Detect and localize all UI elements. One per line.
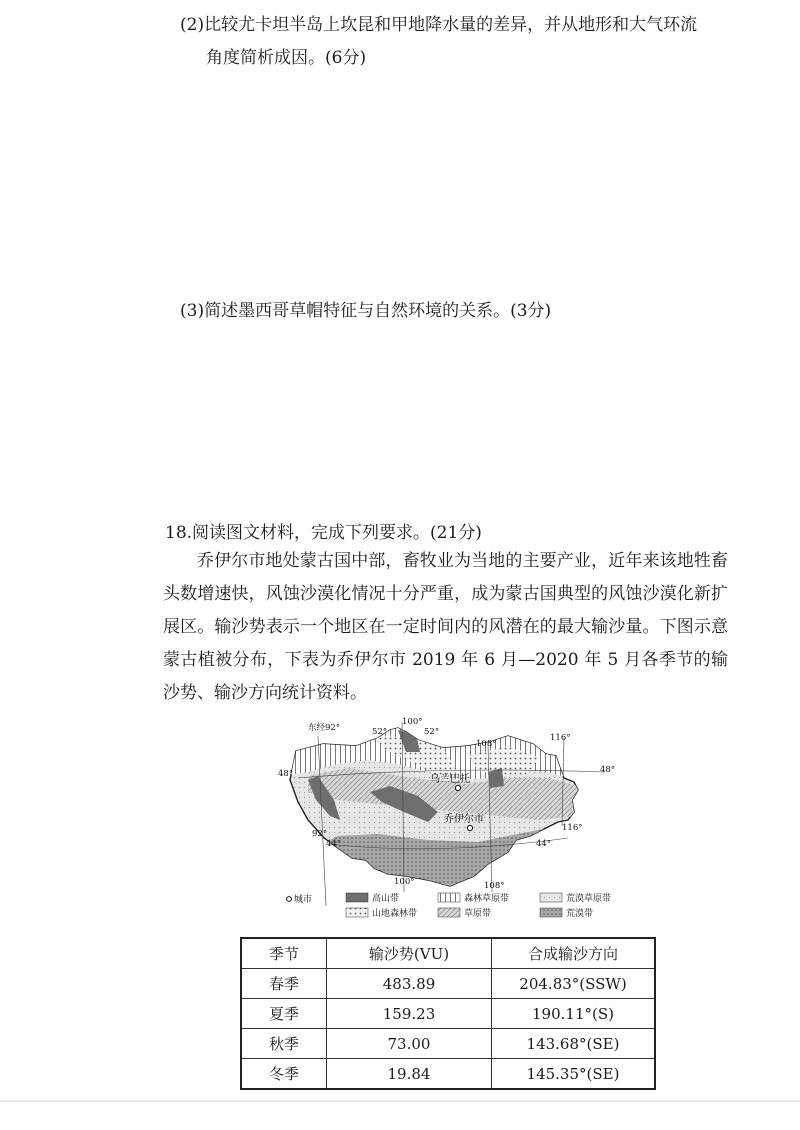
cell-dp: 159.23 <box>327 999 492 1029</box>
question-2-line2: 角度简析成因。(6分) <box>206 48 367 68</box>
question-18-paragraph: 乔伊尔市地处蒙古国中部，畜牧业为当地的主要产业，近年来该地牲畜头数增速快，风蚀沙漠化情况十分严重，成为蒙古国典型的风蚀沙漠化新扩展区。输沙势表示一个地区在一定时间内的风潜在的最大输沙量。下图示意蒙古植被分布，下表为乔伊尔市 2019 年 6 月—2020 年 5 月各季节的输沙势、输沙方向统计资料。 <box>163 551 728 703</box>
label-left48: 48° <box>278 769 294 779</box>
legend-desert: 荒漠带 <box>566 909 594 919</box>
legend-swatch-steppe <box>438 908 460 917</box>
label-top52-right: 52° <box>424 727 440 737</box>
legend-steppe: 草原带 <box>464 909 492 919</box>
label-top108: 108° <box>476 739 497 749</box>
table-header-row <box>241 938 655 969</box>
label-right116: 116° <box>562 823 583 833</box>
cell-season: 秋季 <box>241 1029 327 1059</box>
cell-dp: 19.84 <box>327 1059 492 1090</box>
legend-forest-steppe: 森林草原带 <box>464 894 510 904</box>
label-top100: 100° <box>402 717 423 727</box>
cell-dp: 73.00 <box>327 1029 492 1059</box>
legend-desert-steppe: 荒漠草原带 <box>566 894 612 904</box>
city-label-choir: 乔伊尔市 <box>444 814 484 825</box>
table-row <box>241 1059 655 1090</box>
header-season: 季节 <box>241 938 327 969</box>
legend-mountain-forest: 山地森林带 <box>372 909 418 919</box>
table-row <box>241 969 655 999</box>
question-18-heading: 18.阅读图文材料，完成下列要求。(21分) <box>165 523 482 543</box>
legend-city: 城市 <box>294 895 313 905</box>
cell-season: 冬季 <box>241 1059 327 1090</box>
cell-dp: 483.89 <box>327 969 492 999</box>
label-top52-left: 52° <box>372 727 388 737</box>
sand-transport-table <box>240 937 656 1090</box>
city-marker-ulaanbaatar <box>455 785 460 790</box>
cell-direction: 190.11°(S) <box>492 999 656 1029</box>
cell-season: 春季 <box>241 969 327 999</box>
label-east92: 东经92° <box>308 723 341 733</box>
legend-swatch-desert-steppe <box>540 893 562 902</box>
label-right44: 44° <box>536 839 552 849</box>
label-bottom108: 108° <box>484 881 505 891</box>
legend-alpine: 高山带 <box>372 894 400 904</box>
label-bottom100: 100° <box>394 877 415 887</box>
legend-swatch-mountain-forest <box>346 908 368 917</box>
label-left92: 92° <box>312 829 328 839</box>
legend-swatch-desert <box>540 908 562 917</box>
cell-season: 夏季 <box>241 999 327 1029</box>
cell-direction: 143.68°(SE) <box>492 1029 656 1059</box>
table-row <box>241 999 655 1029</box>
legend-city-icon <box>287 897 292 902</box>
label-left44: 44° <box>326 839 342 849</box>
cell-direction: 145.35°(SE) <box>492 1059 656 1090</box>
mongolia-vegetation-map <box>278 716 638 924</box>
header-dp: 输沙势(VU) <box>327 938 492 969</box>
legend-swatch-forest-steppe <box>438 893 460 902</box>
header-direction: 合成输沙方向 <box>492 938 656 969</box>
city-label-ulaanbaatar: 乌兰巴托 <box>430 774 470 785</box>
table-row <box>241 1029 655 1059</box>
legend-swatch-alpine <box>346 893 368 902</box>
map-legend <box>287 892 611 919</box>
page-bottom-rule <box>0 1100 800 1102</box>
label-top116: 116° <box>550 733 571 743</box>
question-3: (3)简述墨西哥草帽特征与自然环境的关系。(3分) <box>180 301 552 321</box>
label-right48: 48° <box>600 765 616 775</box>
city-marker-choir <box>467 825 472 830</box>
question-2-line1: (2)比较尤卡坦半岛上坎昆和甲地降水量的差异，并从地形和大气环流 <box>180 15 698 35</box>
cell-direction: 204.83°(SSW) <box>492 969 656 999</box>
